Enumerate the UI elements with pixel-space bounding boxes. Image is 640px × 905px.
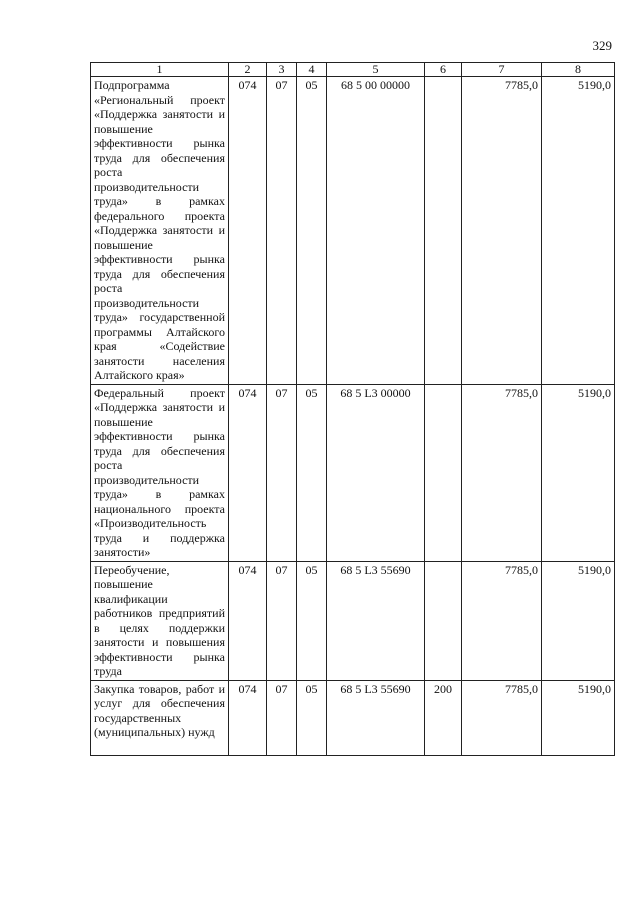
row-section-code: 07 <box>267 384 297 561</box>
header-col-3: 3 <box>267 63 297 77</box>
header-col-1: 1 <box>91 63 229 77</box>
row-ministry-code: 074 <box>229 561 267 680</box>
row-amount-2: 5190,0 <box>542 680 615 755</box>
row-name: Переобучение, повышение квалификации работников предприятий в целях поддержки занятости и повышения эффективности рынка труда <box>91 561 229 680</box>
row-amount-2: 5190,0 <box>542 77 615 385</box>
row-name: Подпрограмма «Региональный проект «Поддержка занятости и повышение эффективности рынка труда для обеспечения роста производительности труда» в рамках федерального проекта «Поддержка занятости и повышение эффективности рынка труда для обеспечения роста производительности труда» государственной программы Алтайского края «Содействие занятости населения Алтайского края» <box>91 77 229 385</box>
row-amount-1: 7785,0 <box>462 77 542 385</box>
table-row <box>91 384 615 561</box>
header-col-2: 2 <box>229 63 267 77</box>
row-target-article: 68 5 L3 00000 <box>327 384 425 561</box>
row-subsection-code: 05 <box>297 384 327 561</box>
row-expense-type: 200 <box>425 680 462 755</box>
row-target-article: 68 5 L3 55690 <box>327 561 425 680</box>
row-amount-1: 7785,0 <box>462 561 542 680</box>
row-expense-type <box>425 561 462 680</box>
row-expense-type <box>425 77 462 385</box>
budget-table <box>90 62 615 756</box>
row-subsection-code: 05 <box>297 561 327 680</box>
page-number: 329 <box>592 38 612 53</box>
row-amount-1: 7785,0 <box>462 680 542 755</box>
row-section-code: 07 <box>267 680 297 755</box>
row-name: Закупка товаров, работ и услуг для обеспечения государственных (муниципальных) нужд <box>91 680 229 755</box>
table-row <box>91 680 615 755</box>
header-col-7: 7 <box>462 63 542 77</box>
row-target-article: 68 5 L3 55690 <box>327 680 425 755</box>
row-name: Федеральный проект «Поддержка занятости и повышение эффективности рынка труда для обеспечения роста производительности труда» в рамках национального проекта «Производительность труда и поддержка занятости» <box>91 384 229 561</box>
row-subsection-code: 05 <box>297 680 327 755</box>
row-ministry-code: 074 <box>229 680 267 755</box>
header-col-8: 8 <box>542 63 615 77</box>
row-ministry-code: 074 <box>229 384 267 561</box>
row-expense-type <box>425 384 462 561</box>
table-row <box>91 561 615 680</box>
row-section-code: 07 <box>267 561 297 680</box>
header-col-4: 4 <box>297 63 327 77</box>
table-row <box>91 77 615 385</box>
row-amount-2: 5190,0 <box>542 561 615 680</box>
row-target-article: 68 5 00 00000 <box>327 77 425 385</box>
row-section-code: 07 <box>267 77 297 385</box>
row-amount-2: 5190,0 <box>542 384 615 561</box>
row-subsection-code: 05 <box>297 77 327 385</box>
header-col-5: 5 <box>327 63 425 77</box>
row-ministry-code: 074 <box>229 77 267 385</box>
header-row <box>91 63 615 77</box>
row-amount-1: 7785,0 <box>462 384 542 561</box>
header-col-6: 6 <box>425 63 462 77</box>
